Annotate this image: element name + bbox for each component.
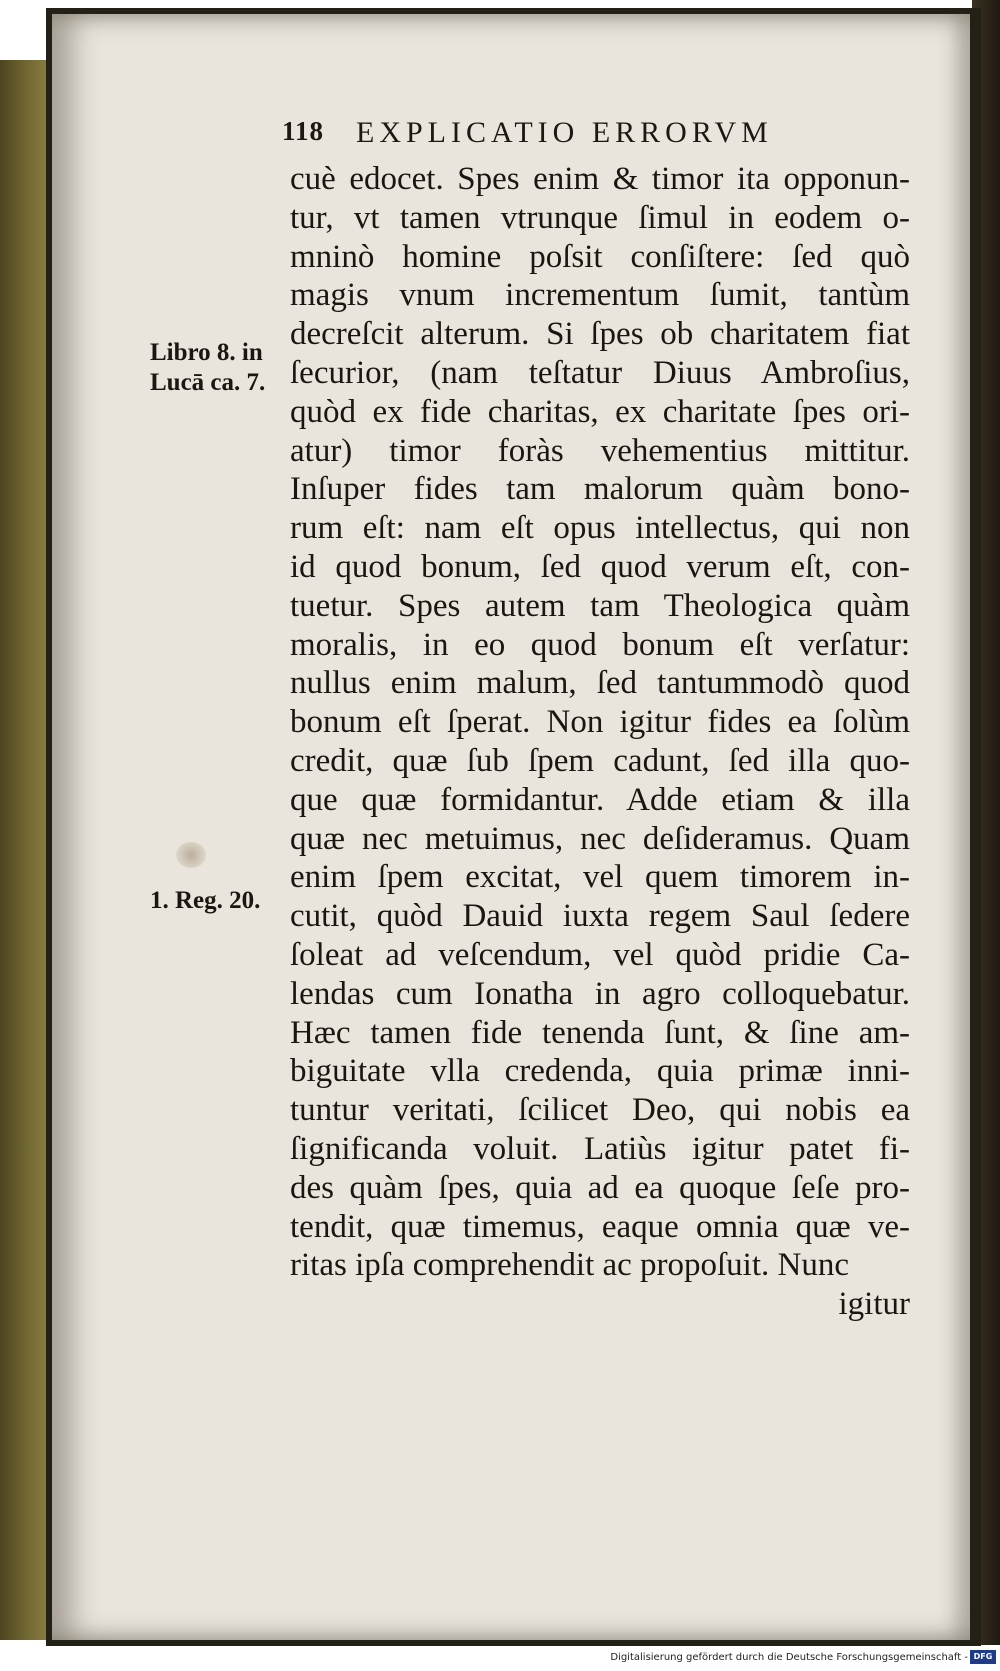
text-line: tuntur veritati, ſcilicet Deo, qui nobis ea [290,1092,910,1129]
text-line: cutit, quòd Dauid iuxta regem Saul ſedere [290,898,910,935]
text-line: ſecurior, (nam teſtatur Diuus Ambroſius, [290,354,910,391]
running-head [282,116,902,156]
text-line: enim ſpem excitat, vel quem timorem in- [290,859,910,896]
text-line: bonum eſt ſperat. Non igitur fides ea ſolùm [290,704,910,741]
text-line: ritas ipſa comprehendit ac propoſuit. Nunc [290,1247,850,1284]
catchword: igitur [838,1286,910,1323]
text-line: Hæc tamen fide tenenda ſunt, & ſine am- [290,1014,910,1051]
text-line: cuè edocet. Spes enim & timor ita opponun- [290,161,910,197]
text-line: mninò homine poſsit conſiſtere: ſed quò [290,238,910,275]
margin-note-line: Lucā ca. 7. [150,369,266,396]
dfg-logo: DFG [970,1650,996,1664]
text-line: Inſuper fides tam malorum quàm bono- [290,471,910,508]
text-line: quæ nec metuimus, nec deſideramus. Quam [290,820,910,857]
body-text [290,160,910,1324]
running-title: EXPLICATIO ERRORVM [356,116,773,149]
text-line: rum eſt: nam eſt opus intellectus, qui non [290,510,910,547]
margin-note-ambrose [150,338,265,398]
text-line: ſignificanda voluit. Latiùs igitur patet fi- [290,1130,910,1167]
page-number: 118 [282,116,325,146]
text-line: nullus enim malum, ſed tantummodò quod [290,665,910,702]
text-line: id quod bonum, ſed quod verum eſt, con- [290,548,910,585]
text-line: ſoleat ad veſcendum, vel quòd pridie Ca- [290,936,910,973]
text-line: tuetur. Spes autem tam Theologica quàm [290,587,910,624]
text-line: que quæ formidantur. Adde etiam & illa [290,781,910,818]
text-line: quòd ex fide charitas, ex charitate ſpes ori- [290,393,910,430]
text-line: moralis, in eo quod bonum eſt verſatur: [290,626,910,663]
text-line: credit, quæ ſub ſpem cadunt, ſed illa quo- [290,742,910,779]
text-line: des quàm ſpes, quia ad ea quoque ſeſe pro- [290,1169,910,1206]
margin-note-reg: 1. Reg. 20. [150,887,261,914]
text-line: tendit, quæ timemus, eaque omnia quæ ve- [290,1208,910,1245]
text-line: magis vnum incrementum ſumit, tantùm [290,277,910,314]
margin-note-line: Libro 8. in [150,339,263,366]
text-line: tur, vt tamen vtrunque ſimul in eodem o- [290,199,910,236]
text-line: biguitate vlla credenda, quia primæ inni- [290,1053,910,1090]
text-line: atur) timor foràs vehementius mittitur. [290,432,910,469]
text-line: decreſcit alterum. Si ſpes ob charitatem fiat [290,316,910,353]
footer-credit: Digitalisierung gefördert durch die Deutsche Forschungsgemeinschaft - [610,1652,968,1663]
text-line: lendas cum Ionatha in agro colloquebatur. [290,975,910,1012]
paper-stain [176,842,206,868]
